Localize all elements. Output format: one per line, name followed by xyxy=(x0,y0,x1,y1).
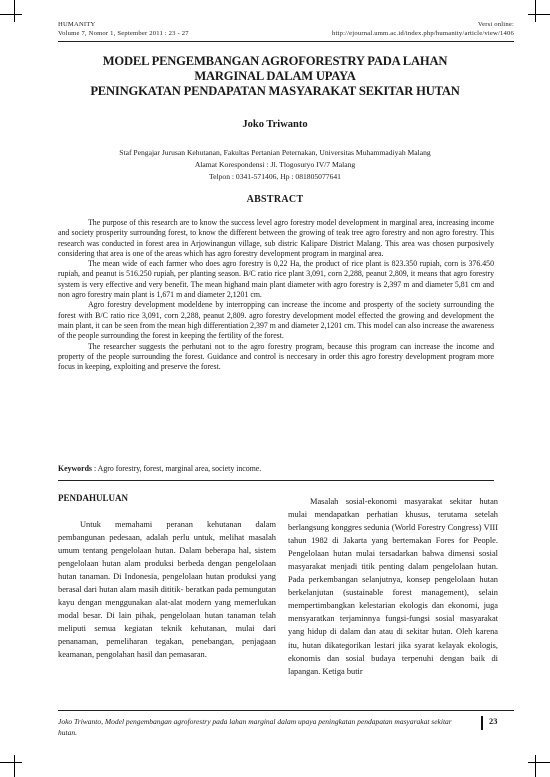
abstract-body xyxy=(58,218,494,372)
abstract-paragraph-3: Agro forestry development modeldene by interropping can increase the income and prosperty of the society surrounding the forest with B/C ratio rice 3,091, corn 2,288, peanut 2,809. agro forestry development model effected the growing and development the main plant, it can be seen from the mean high differentiation 2,397 m and diameter 2,1201 cm. This model can also increase the awareness of the people surrounding the forest in keeping the fertility of the forest. xyxy=(58,300,494,341)
abstract-paragraph-2: The mean wide of each farmer who does agro forestry is 0,22 Ha, the product of rice plant is 823.350 rupiah, corn is 376.450 rupiah, and peanut is 516.250 rupiah, per planting season. B/C ratio rice plant 3,091, corn 2,288, peanut 2,809, it means that agro forestry system is very effective and very benefit. The mean highand main plant diameter with agro forestry is 2,397 m and diameter 5,81 cm and non agro forestry main plant is 1,671 m and diameter 2,1201 cm. xyxy=(58,259,494,300)
body-paragraph-left: Untuk memahami peranan kehutanan dalam pembangunan pedesaan, adalah perlu untuk, melihat masalah umum tentang pengelolaan hutan. Dalam beberapa hal, sistem pengelolaan hutan alam produksi berbeda dengan pengelolaan hutan tanaman. Di Indonesia, pengelolaan hutan produksi yang berasal dari hutan alam masih dititik- beratkan pada pemungutan kayu dengan menggunakan alat-alat modern yang memerlukan modal besar. Di lain pihak, pengelolaan hutan tanaman telah meliputi semua kegiatan teknik kehutanan, mulai dari penanaman, pemeliharan tegakan, penebangan, penjagaan keamanan, pengolahan hasil dan pemasaran. xyxy=(58,520,276,660)
body-paragraph-right: Masalah sosial-ekonomi masyarakat sekitar hutan mulai mendapatkan perhatian khusus, terutama setelah berlangsung konggres sedunia (World Forestry Congress) VIII tahun 1982 di Jakarta yang bertemakan Fores for People. Pengelolaan hutan mulai tersadarkan bahwa dimensi sosial masyarakat menjadi titik penting dalam pengelolaan hutan. Pada perkembangan selanjutnya, konsep pengelolaan hutan berkelanjutan (sustainable forest management), selain mempertimbangkan kelestarian ekologis dan ekonomi, juga mensyaratkan terjaminnya fungsi-fungsi sosial masyarakat yang hidup di dalam dan atau di sekitar hutan. Oleh karena itu, hutan dikategorikan lestari jika syarat kelayak ekologis, ekonomis dan sosial budaya terpenuhi dengan baik di lapangan. Ketiga butir xyxy=(288,497,498,676)
paper-title xyxy=(40,54,510,99)
page-number-divider xyxy=(481,716,483,730)
author-name: Joko Triwanto xyxy=(242,119,308,130)
page-number: 23 xyxy=(489,717,498,726)
crop-mark-top-left-v xyxy=(14,0,15,22)
journal-name: HUMANITY xyxy=(58,21,96,28)
crop-mark-bottom-right-v xyxy=(535,755,536,777)
affiliation-line-1: Staf Pengajar Jurusan Kehutanan, Fakultas Pertanian Peternakan, Universitas Muhammadiyah Malang xyxy=(119,148,431,157)
author-affiliation xyxy=(40,147,510,182)
abstract-paragraph-4: The researcher suggests the perhutani not to the agro forestry program, because this program can increase the income and property of the people surrounding the forest. Guidance and control is neccesary in order this agro forestry development program more focus in keeping, exploiting and preserve the forest. xyxy=(58,341,494,372)
section-heading-introduction: PENDAHULUAN xyxy=(58,493,129,503)
running-header-right xyxy=(332,20,514,38)
keywords-label: Keywords xyxy=(58,464,92,473)
abstract-heading: ABSTRACT xyxy=(246,194,304,205)
crop-mark-bottom-left-h xyxy=(0,762,22,763)
crop-mark-top-left-h xyxy=(0,14,22,15)
crop-mark-top-right-h xyxy=(528,14,550,15)
header-rule xyxy=(58,41,514,42)
body-column-right xyxy=(288,495,498,678)
title-line-1: MODEL PENGEMBANGAN AGROFORESTRY PADA LAHAN xyxy=(102,54,448,68)
running-header-left xyxy=(58,20,189,38)
keywords-line xyxy=(58,464,494,474)
volume-info: Volume 7, Nomor 1, September 2011 : 23 - 27 xyxy=(58,30,189,37)
title-line-2: MARGINAL DALAM UPAYA xyxy=(194,69,356,83)
online-version-label: Versi online: xyxy=(477,21,514,28)
affiliation-line-3: Telpon : 0341-571406, Hp : 081805077641 xyxy=(209,171,341,181)
crop-mark-bottom-right-h xyxy=(528,762,550,763)
crop-mark-bottom-left-v xyxy=(14,755,15,777)
footer-rule xyxy=(58,710,514,711)
abstract-paragraph-1: The purpose of this research are to know the success level agro forestry model development in marginal area, increasing income and society prosperity surroundng forest, to know the different between the growing of teak tree agro forestry and non agro forestry. This research was conducted in forest area in Arjowinangun village, sub distric Kalipare District Malang. This area was chosen purposively considering that area is one of the areas which has agro forestry development program in marginal area. xyxy=(58,218,494,258)
affiliation-line-2: Alamat Korespondensi : Jl. Tlogosuryo IV/7 Malang xyxy=(194,159,356,169)
title-line-3: PENINGKATAN PENDAPATAN MASYARAKAT SEKITAR HUTAN xyxy=(90,84,460,98)
keywords-rule xyxy=(58,480,494,481)
keywords-text: : Agro forestry, forest, marginal area, society income. xyxy=(93,464,262,473)
footer-citation: Joko Triwanto, Model pengembangan agroforestry pada lahan marginal dalam upaya peningkatan pendapatan masyarakat sekitar hutan. xyxy=(58,717,452,737)
body-column-left xyxy=(58,518,276,662)
article-url[interactable]: http://ejournal.umm.ac.id/index.php/humanity/article/view/1406 xyxy=(332,30,514,37)
crop-mark-top-right-v xyxy=(535,0,536,22)
